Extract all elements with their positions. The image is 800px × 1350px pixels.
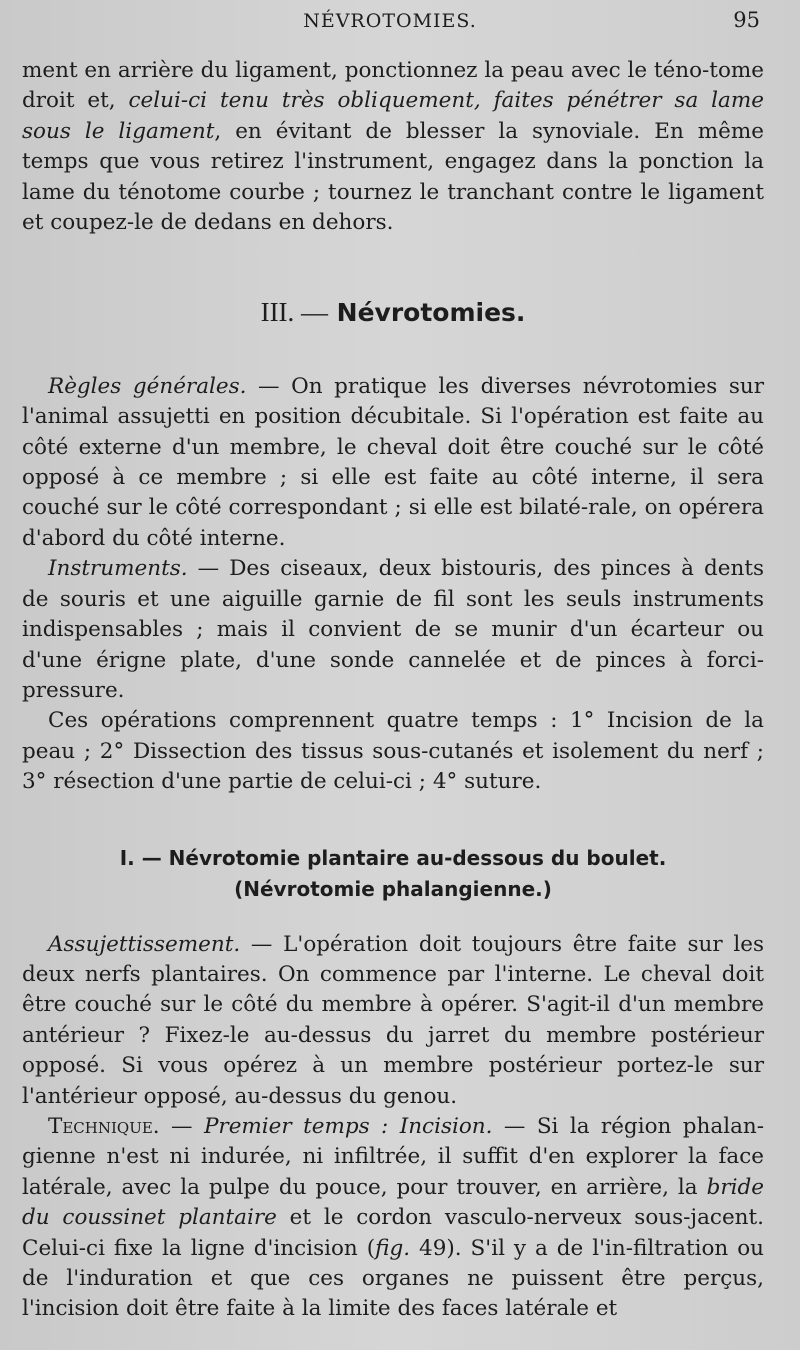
page-number: 95 <box>733 8 760 32</box>
figure-reference: fig. <box>375 1235 411 1261</box>
paragraph-general-rules <box>22 372 764 554</box>
paragraph-text: Ces opérations comprennent quatre temps : 1° Incision de la peau ; 2° Dissection des tissus sous-cutanés et isolement du nerf ; 3° résection d'une partie de celui-ci ; 4° suture. <box>22 708 764 795</box>
italic-instruction: celui-ci tenu très obliquement, faites pénétrer sa lame sous le ligament <box>22 88 764 144</box>
paragraph-restraint <box>22 930 764 1112</box>
section-number: III. — <box>260 297 329 328</box>
subsection-title: I. — Névrotomie plantaire au-dessous du boulet. <box>119 845 667 870</box>
paragraph-text: , en évitant de blesser la synoviale. En même temps que vous retirez l'instrument, engagez dans la ponction la lame du ténotome courbe ; tournez le tranchant contre le ligament et coupez-le de dedans en dehors. <box>22 118 765 236</box>
paragraph-text: ment en arrière du ligament, ponctionnez la peau avec le téno-tome droit et, <box>22 58 764 114</box>
paragraph-text: — Si la région phalan-gienne n'est ni indurée, ni infiltrée, il suffit d'en explorer la face latérale, avec la pulpe du pouce, pour trouver, en arrière, la <box>22 1113 765 1200</box>
italic-step: Premier temps : Incision. <box>203 1113 493 1139</box>
page-header <box>0 6 800 36</box>
paragraph-lead: Instruments. <box>48 556 188 582</box>
paragraph-text: — L'opération doit toujours être faite sur les deux nerfs plantaires. On commence par l'interne. Le cheval doit être couché sur le côté du membre à opérer. S'agit-il d'un membre antérieur ? Fixez-le au-dessus du jarret du membre postérieur opposé. Si vous opérez à un membre postérieur portez-le sur l'antérieur opposé, au-dessus du genou. <box>22 931 764 1109</box>
paragraph-technique <box>22 1112 764 1325</box>
paragraph-continuation <box>22 56 764 238</box>
paragraph-text: — On pratique les diverses névrotomies sur l'animal assujetti en position décubitale. Si l'opération est faite au côté externe d'un membre, le cheval doit être couché sur le côté opposé à ce membre ; si elle est faite au côté interne, il sera couché sur le côté correspondant ; si elle est bilaté-rale, on opérera d'abord du côté interne. <box>22 373 765 551</box>
section-heading <box>22 297 764 328</box>
paragraph-text: — Des ciseaux, deux bistouris, des pinces à dents de souris et une aiguille garnie de fil sont les seuls instruments indispensables ; mais il convient de se munir d'un écarteur ou d'une érigne plate, d'une sonde cannelée et de pinces à forci-pressure. <box>22 556 764 703</box>
paragraph-lead: Assujettissement. <box>48 931 241 957</box>
subsection-heading <box>22 843 764 905</box>
paragraph-text: — <box>159 1113 204 1139</box>
section-title: Névrotomies. <box>336 298 526 328</box>
paragraph-operation-steps <box>22 706 764 797</box>
page-body <box>22 56 764 1325</box>
paragraph-lead: Règles générales. <box>48 373 247 399</box>
running-head: NÉVROTOMIES. <box>303 10 477 32</box>
paragraph-lead: Technique. <box>48 1113 160 1139</box>
subsection-subtitle: (Névrotomie phalangienne.) <box>234 876 552 901</box>
italic-term: bride du coussinet plantaire <box>22 1174 764 1231</box>
paragraph-text: et le cordon vasculo-nerveux sous-jacent. Celui-ci fixe la ligne d'incision ( <box>22 1205 764 1261</box>
paragraph-instruments <box>22 554 764 706</box>
paragraph-text: 49). S'il y a de l'in-filtration ou de l'induration et que ces organes ne puissent être perçus, l'incision doit être faite à la limite des faces latérale et <box>22 1235 765 1322</box>
